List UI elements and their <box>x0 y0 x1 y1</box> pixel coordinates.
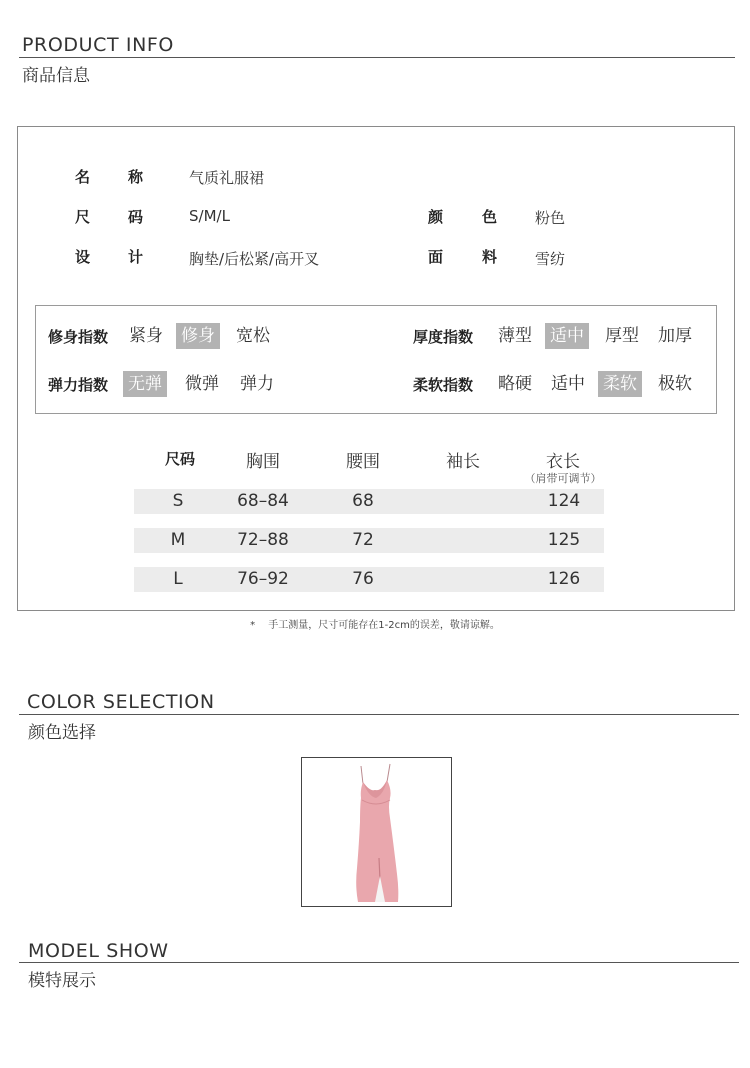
row-l-bust: 76–92 <box>237 569 289 589</box>
thickness-index-label: 厚度指数 <box>413 328 474 346</box>
fit-option-tight: 紧身 <box>129 326 163 346</box>
row-m-size: M <box>170 530 186 550</box>
row-l-waist: 76 <box>352 569 374 589</box>
name-label-char1: 名 <box>75 168 91 186</box>
design-label-char1: 设 <box>75 248 91 266</box>
fabric-label-char1: 面 <box>428 248 444 266</box>
fit-option-slim: 修身 <box>176 323 220 349</box>
row-s-length: 124 <box>547 491 581 511</box>
softness-option-firm: 略硬 <box>498 374 532 394</box>
model-show-divider <box>19 962 739 963</box>
row-s-waist: 68 <box>352 491 374 511</box>
pink-dress-image <box>302 758 451 906</box>
size-table-header-size: 尺码 <box>164 450 195 468</box>
model-show-title-en: MODEL SHOW <box>28 940 169 962</box>
fit-option-loose: 宽松 <box>236 326 270 346</box>
thickness-option-medium: 适中 <box>545 323 589 349</box>
size-table-header-waist: 腰围 <box>346 452 380 472</box>
name-label-char2: 称 <box>128 168 144 186</box>
color-selection-title-zh: 颜色选择 <box>28 723 96 743</box>
row-s-bust: 68–84 <box>237 491 289 511</box>
color-selection-title-en: COLOR SELECTION <box>27 691 215 713</box>
elasticity-index-label: 弹力指数 <box>48 376 109 394</box>
design-value: 胸垫/后松紧/高开叉 <box>189 250 320 268</box>
product-info-title-zh: 商品信息 <box>22 66 90 86</box>
color-label-char2: 色 <box>482 208 498 226</box>
name-value: 气质礼服裙 <box>189 169 265 187</box>
fit-index-label: 修身指数 <box>48 328 109 346</box>
model-show-title-zh: 模特展示 <box>28 971 96 991</box>
row-l-length: 126 <box>547 569 581 589</box>
size-table-header-bust: 胸围 <box>246 452 280 472</box>
design-label-char2: 计 <box>128 248 144 266</box>
size-label-char2: 码 <box>128 208 144 226</box>
softness-option-medium: 适中 <box>551 374 585 394</box>
row-m-waist: 72 <box>352 530 374 550</box>
row-l-size: L <box>173 569 183 589</box>
row-m-length: 125 <box>547 530 581 550</box>
product-info-divider <box>19 57 735 58</box>
size-table-header-length: 衣长 <box>546 452 580 472</box>
thickness-option-thick: 厚型 <box>605 326 639 346</box>
size-table-header-sleeve: 袖长 <box>446 452 480 472</box>
size-value: S/M/L <box>189 207 230 225</box>
color-swatch-pink[interactable] <box>301 757 452 907</box>
product-info-title-en: PRODUCT INFO <box>22 34 174 56</box>
row-s-size: S <box>172 491 184 511</box>
softness-index-label: 柔软指数 <box>413 376 474 394</box>
softness-option-soft: 柔软 <box>598 371 642 397</box>
size-label-char1: 尺 <box>75 208 91 226</box>
thickness-option-thin: 薄型 <box>498 326 532 346</box>
thickness-option-extra-thick: 加厚 <box>658 326 692 346</box>
index-box <box>35 305 717 414</box>
elasticity-option-slight: 微弹 <box>185 374 219 394</box>
softness-option-very-soft: 极软 <box>658 374 692 394</box>
measurement-note: * 手工测量，尺寸可能存在1-2cm的误差，敬请谅解。 <box>250 620 500 631</box>
fabric-label-char2: 料 <box>482 248 498 266</box>
size-table-length-note: （肩带可调节） <box>524 472 602 485</box>
color-value: 粉色 <box>535 209 566 227</box>
color-label-char1: 颜 <box>428 208 444 226</box>
color-selection-divider <box>19 714 739 715</box>
row-m-bust: 72–88 <box>237 530 289 550</box>
elasticity-option-stretch: 弹力 <box>240 374 274 394</box>
elasticity-option-none: 无弹 <box>123 371 167 397</box>
fabric-value: 雪纺 <box>535 250 566 268</box>
